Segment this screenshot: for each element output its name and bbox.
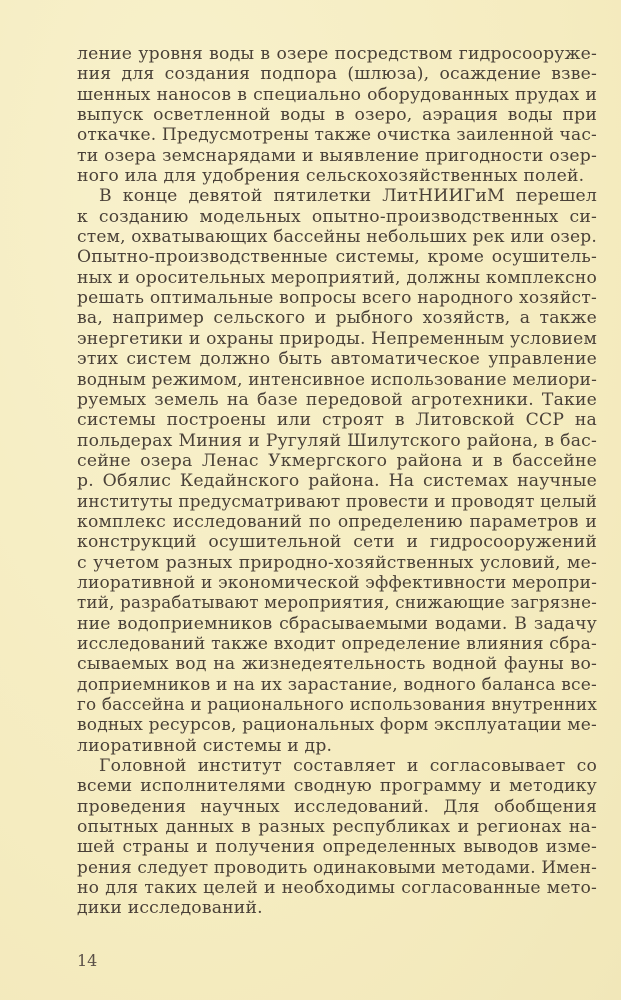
paragraph-1 (77, 44, 597, 186)
text-line: всеми исполнителями сводную программу и методику (77, 776, 597, 797)
text-line: системы построены или строят в Литовской ССР на (77, 410, 597, 431)
text-line: р. Обялис Кедайнского района. На системах научные (77, 471, 597, 492)
text-line: энергетики и охраны природы. Непременным условием (77, 328, 597, 349)
page-number: 14 (77, 951, 98, 970)
text-line: Опытно-производственные системы, кроме осушитель- (77, 247, 597, 268)
text-line: шенных наносов в специально оборудованных прудах и (77, 84, 597, 105)
text-line: ного ила для удобрения сельскохозяйственных полей. (77, 166, 585, 187)
text-line: опытных данных в разных республиках и регионах на- (77, 817, 597, 838)
text-line: польдерах Миния и Ругуляй Шилутского района, в бас- (77, 430, 597, 451)
text-line: рения следует проводить одинаковыми методами. Имен- (77, 857, 598, 878)
text-line: Головной институт составляет и согласовывает со (99, 756, 597, 777)
text-line: водных ресурсов, рациональных форм эксплуатации ме- (77, 715, 597, 736)
text-line: сываемых вод на жизнедеятельность водной фауны во- (77, 654, 597, 675)
text-line: но для таких целей и необходимы согласованные мето- (77, 878, 597, 899)
text-line: руемых земель на базе передовой агротехники. Такие (77, 389, 597, 410)
text-line: с учетом разных природно-хозяйственных условий, ме- (77, 552, 597, 573)
paragraph-3 (77, 756, 597, 919)
text-line: тий, разрабатывают мероприятия, снижающие загрязне- (77, 593, 597, 614)
text-line: В конце девятой пятилетки ЛитНИИГиМ перешел (99, 186, 597, 207)
page-body (77, 44, 597, 919)
text-line: этих систем должно быть автоматическое управление (77, 349, 597, 370)
text-line: лиоративной и экономической эффективности меропри- (77, 572, 597, 593)
text-line: дики исследований. (77, 898, 263, 919)
text-line: ных и оросительных мероприятий, должны комплексно (77, 267, 598, 288)
text-line: ление уровня воды в озере посредством гидросооруже- (77, 44, 597, 64)
text-line: го бассейна и рационального использования внутренних (77, 695, 598, 715)
text-line: сейне озера Ленас Укмергского района и в бассейне (77, 450, 597, 471)
text-line: исследований также входит определение влияния сбра- (77, 633, 597, 654)
text-line: откачке. Предусмотрены также очистка заиленной час- (77, 125, 597, 146)
paragraph-2 (77, 186, 597, 756)
text-line: водным режимом, интенсивное использование мелиори- (77, 369, 598, 390)
text-line: лиоративной системы и др. (77, 735, 333, 756)
text-line: решать оптимальные вопросы всего народного хозяйст- (77, 288, 597, 309)
text-line: стем, охватывающих бассейны небольших рек или озер. (77, 227, 598, 248)
text-line: ния для создания подпора (шлюза), осаждение взве- (77, 64, 597, 85)
text-line: комплекс исследований по определению параметров и (77, 511, 597, 532)
text-line: ние водоприемников сбрасываемыми водами. В задачу (77, 613, 597, 634)
text-line: доприемников и на их зарастание, водного баланса все- (77, 674, 598, 695)
text-line: проведения научных исследований. Для обобщения (77, 796, 597, 817)
text-line: институты предусматривают провести и проводят целый (77, 491, 597, 512)
text-line: ва, например сельского и рыбного хозяйств, а также (77, 308, 597, 329)
text-line: конструкций осушительной сети и гидросооружений (77, 532, 597, 553)
text-line: выпуск осветленной воды в озеро, аэрация воды при (77, 105, 597, 126)
text-line: шей страны и получения определенных выводов изме- (77, 837, 597, 858)
text-line: ти озера земснарядами и выявление пригодности озер- (77, 145, 597, 166)
text-line: к созданию модельных опытно-производственных си- (77, 206, 597, 227)
